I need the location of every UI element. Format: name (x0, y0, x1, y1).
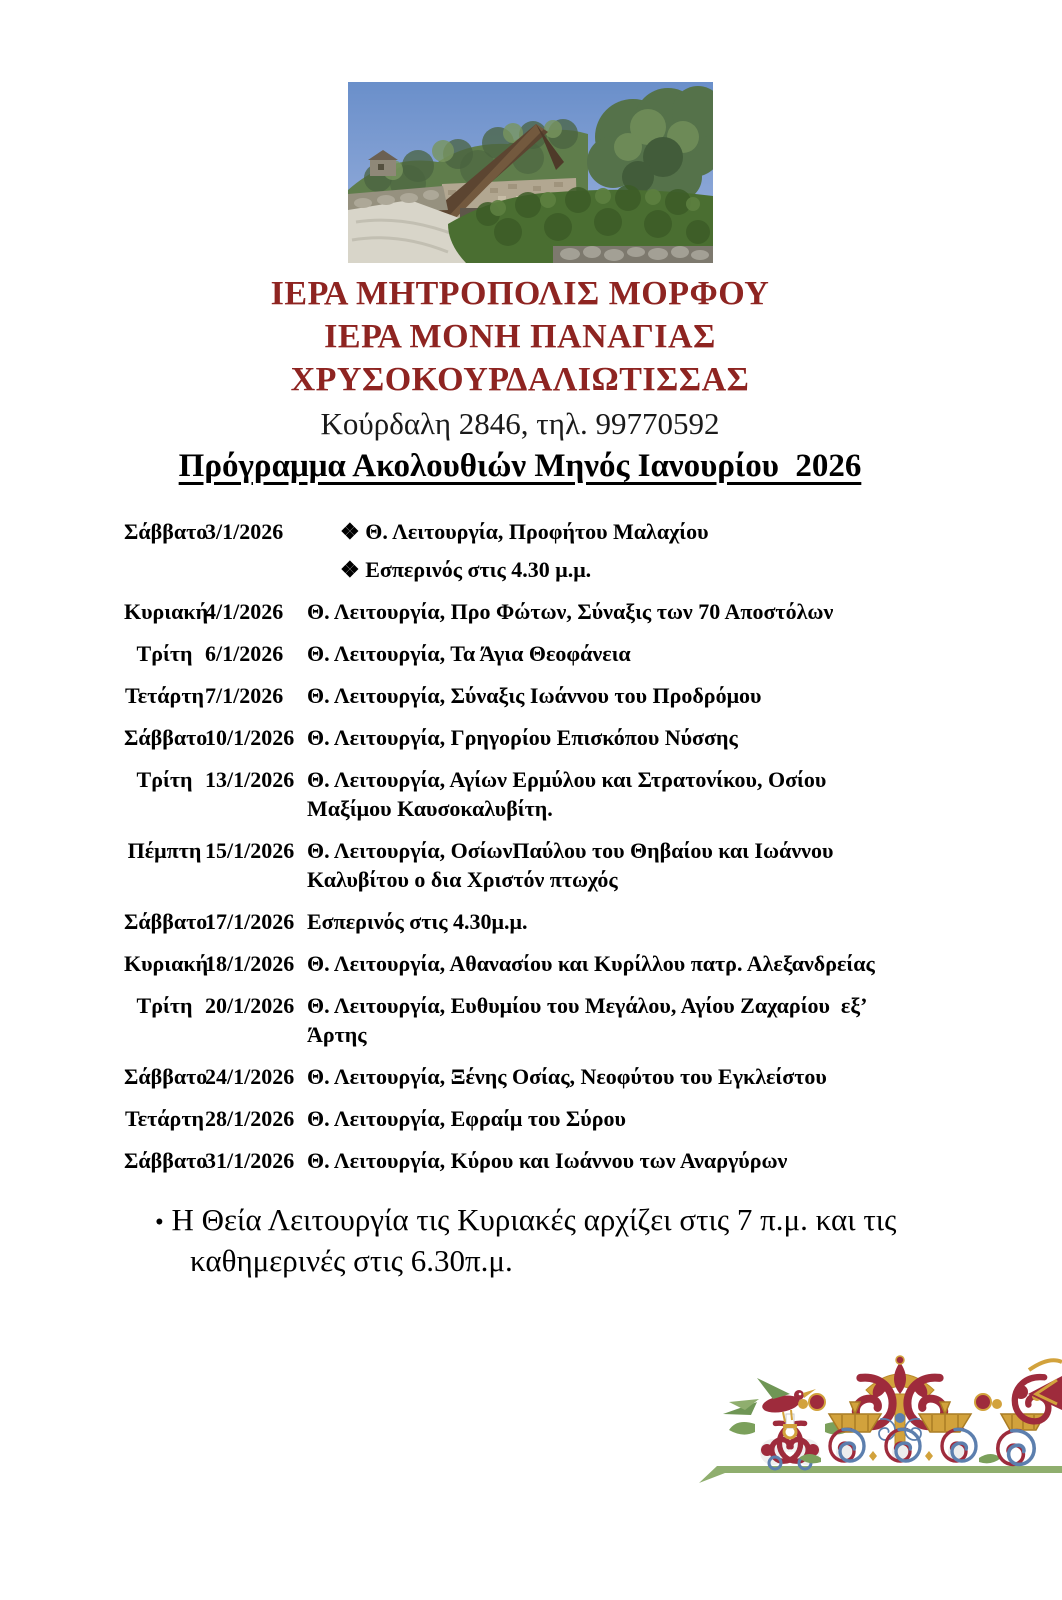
row-description-line: Θ. Λειτουργία, Κύρου και Ιωάννου των Αναργύρων (307, 1148, 788, 1173)
schedule-row (124, 1104, 1024, 1133)
schedule-row (124, 991, 1024, 1049)
title-line-2: ΙΕΡΑ ΜΟΝΗ ΠΑΝΑΓΙΑΣ (324, 318, 716, 355)
row-lines (307, 836, 1024, 894)
row-description-line: Θ. Λειτουργία, Προ Φώτων, Σύναξις των 70 Αποστόλων (307, 599, 834, 624)
row-day: Τρίτη (136, 767, 193, 792)
row-day: Κυριακή (124, 951, 209, 976)
row-date: 10/1/2026 (205, 725, 295, 750)
row-lines (307, 949, 1024, 978)
row-date: 3/1/2026 (205, 519, 284, 544)
row-date: 6/1/2026 (205, 641, 284, 666)
dot-bullet-icon: • (155, 1209, 164, 1236)
byzantine-ornament-image (695, 1352, 1062, 1490)
schedule-row (124, 836, 1024, 894)
program-title: Πρόγραμμα Ακολουθιών Μηνός Ιανουρίου 2026 (178, 448, 862, 484)
row-date: 4/1/2026 (205, 599, 284, 624)
schedule-row (124, 681, 1024, 710)
row-day: Κυριακή (124, 599, 209, 624)
ornament-baseline (699, 1466, 1062, 1483)
row-date: 24/1/2026 (205, 1064, 295, 1089)
row-lines (307, 723, 1024, 752)
row-date: 13/1/2026 (205, 767, 295, 792)
row-description-line: Εσπερινός στις 4.30μ.μ. (307, 909, 528, 934)
row-description-line: Θ. Λειτουργία, Εφραίμ του Σύρου (307, 1106, 626, 1131)
row-description-line: Θ. Λειτουργία, Αγίων Ερμύλου και Στρατονίκου, Οσίου (307, 767, 827, 792)
row-day: Σάββατο (124, 519, 208, 544)
row-day: Τετάρτη (125, 1106, 204, 1131)
schedule-row (124, 597, 1024, 626)
schedule-row (124, 723, 1024, 752)
byzantine-ornament (695, 1352, 1062, 1490)
row-description-line: Θ. Λειτουργία, Ευθυμίου του Μεγάλου, Αγίου Ζαχαρίου εξ’ (307, 993, 868, 1018)
footer-note (155, 1201, 985, 1280)
schedule-row (124, 517, 1024, 584)
schedule-row (124, 639, 1024, 668)
row-description-line: Μαξίμου Καυσοκαλυβίτη. (307, 796, 553, 821)
row-date: 20/1/2026 (205, 993, 295, 1018)
row-description-line: Θ. Λειτουργία, Αθανασίου και Κυρίλλου πατρ. Αλεξανδρείας (307, 951, 875, 976)
row-day: Σάββατο (124, 909, 208, 934)
monastery-photo-image (348, 82, 713, 263)
row-date: 18/1/2026 (205, 951, 295, 976)
left-scroll-mound (729, 1414, 851, 1469)
row-date: 17/1/2026 (205, 909, 295, 934)
schedule-row (124, 1062, 1024, 1091)
header (0, 272, 1040, 486)
row-description-line: ❖ Εσπερινός στις 4.30 μ.μ. (340, 557, 592, 582)
title-line-3: ΧΡΥΣΟΚΟΥΡΔΑΛΙΩΤΙΣΣΑΣ (290, 361, 750, 398)
row-lines (307, 517, 1024, 584)
schedule-row (124, 949, 1024, 978)
row-day: Σάββατο (124, 1064, 208, 1089)
row-description-line: Θ. Λειτουργία, Ξένης Οσίας, Νεοφύτου του Εγκλείστου (307, 1064, 827, 1089)
row-date: 7/1/2026 (205, 683, 284, 708)
row-day: Σάββατο (124, 725, 208, 750)
stone-wall-right (553, 246, 713, 263)
row-lines (307, 765, 1024, 823)
row-lines (307, 1104, 1024, 1133)
row-lines (307, 681, 1024, 710)
row-lines (307, 1146, 1024, 1175)
row-lines (307, 1062, 1024, 1091)
row-description-line: Θ. Λειτουργία, Τα Άγια Θεοφάνεια (307, 641, 631, 666)
row-description-line: Θ. Λειτουργία, ΟσίωνΠαύλου του Θηβαίου και Ιωάννου (307, 838, 834, 863)
row-date: 15/1/2026 (205, 838, 295, 863)
row-description-line: Άρτης (307, 1022, 367, 1047)
address-line: Κούρδαλη 2846, τηλ. 99770592 (320, 406, 720, 441)
row-description-line: Θ. Λειτουργία, Σύναξις Ιωάννου του Προδρόμου (307, 683, 762, 708)
schedule-row (124, 765, 1024, 823)
central-palmette (856, 1356, 944, 1452)
schedule-row (124, 907, 1024, 936)
row-description-line: Θ. Λειτουργία, Γρηγορίου Επισκόπου Νύσσης (307, 725, 738, 750)
row-lines (307, 597, 1024, 626)
diamond-bullet-icon: ❖ (340, 519, 366, 544)
footer-note-line-1 (155, 1201, 985, 1242)
row-date: 28/1/2026 (205, 1106, 295, 1131)
row-lines (307, 639, 1024, 668)
diamond-bullet-icon: ❖ (340, 557, 366, 582)
row-day: Σάββατο (124, 1148, 208, 1173)
monastery-photo (348, 82, 713, 263)
row-lines (307, 907, 1024, 936)
schedule-list (124, 517, 1024, 1188)
row-day: Πέμπτη (127, 838, 202, 863)
row-lines (307, 991, 1024, 1049)
row-description-line: Καλυβίτου ο δια Χριστόν πτωχός (307, 867, 618, 892)
row-day: Τετάρτη (125, 683, 204, 708)
title-line-1: ΙΕΡΑ ΜΗΤΡΟΠΟΛΙΣ ΜΟΡΦΟΥ (270, 275, 770, 312)
row-date: 31/1/2026 (205, 1148, 295, 1173)
schedule-row (124, 1146, 1024, 1175)
row-description-line: ❖ Θ. Λειτουργία, Προφήτου Μαλαχίου (340, 519, 709, 544)
footer-note-text-1: Η Θεία Λειτουργία τις Κυριακές αρχίζει στις 7 π.μ. και τις (171, 1202, 897, 1237)
row-day: Τρίτη (136, 993, 193, 1018)
footer-note-line-2: καθημερινές στις 6.30π.μ. (190, 1243, 513, 1278)
row-day: Τρίτη (136, 641, 193, 666)
